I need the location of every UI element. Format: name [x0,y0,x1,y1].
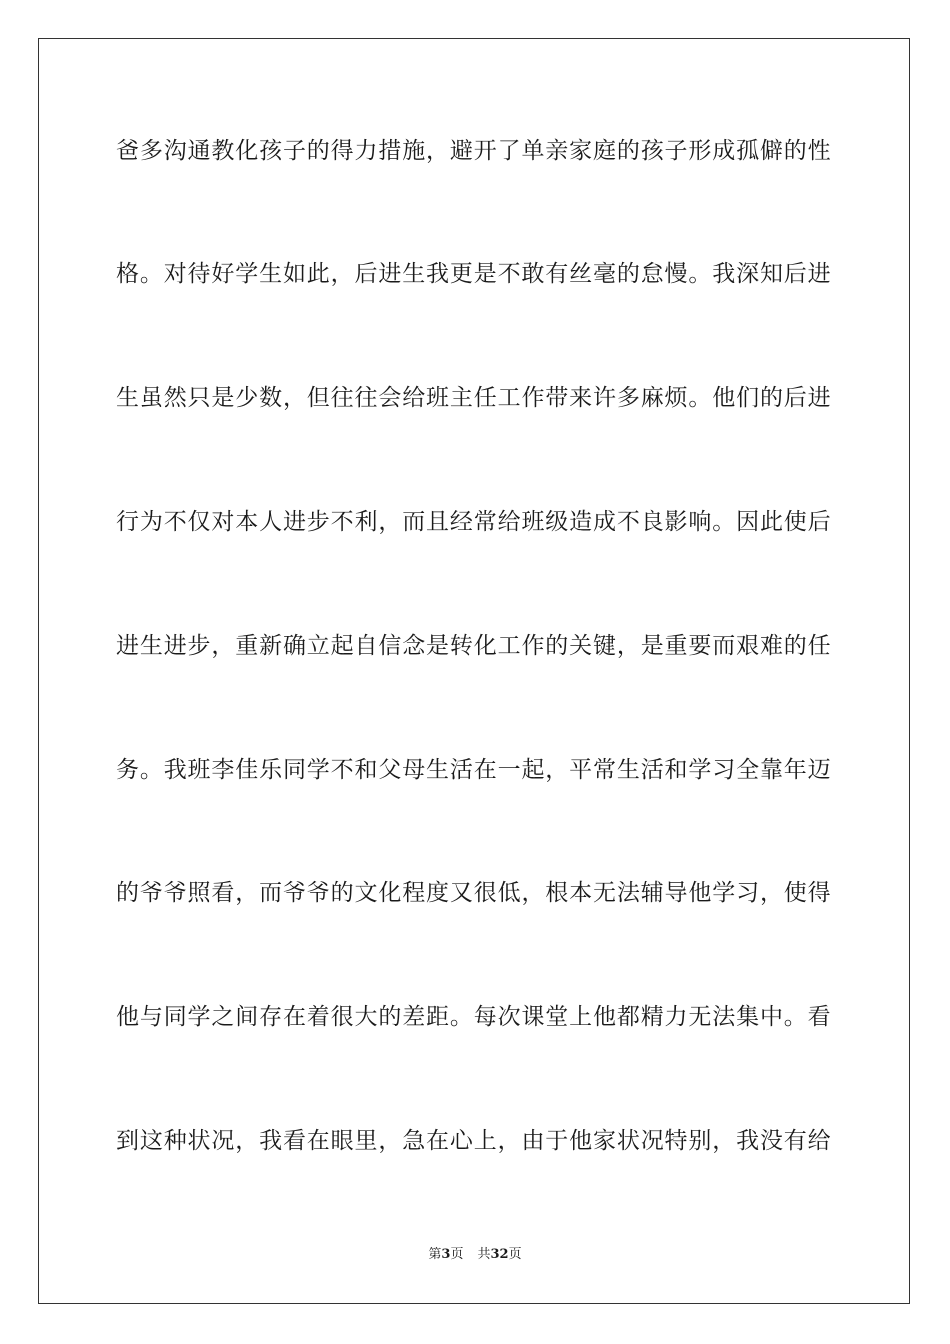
total-prefix: 共 [477,1247,491,1262]
text-line-5: 进生进步，重新确立起自信念是转化工作的关键，是重要而艰难的任 [116,633,832,659]
page-suffix: 页 [450,1247,464,1262]
text-line-4: 行为不仅对本人进步不利，而且经常给班级造成不良影响。因此使后 [116,509,832,535]
text-line-7: 的爷爷照看，而爷爷的文化程度又很低，根本无法辅导他学习，使得 [116,880,832,906]
page-border [38,38,910,1304]
text-line-9: 到这种状况，我看在眼里，急在心上，由于他家状况特别，我没有给 [116,1128,832,1154]
text-line-6: 务。我班李佳乐同学不和父母生活在一起，平常生活和学习全靠年迈 [116,757,832,783]
text-line-8: 他与同学之间存在着很大的差距。每次课堂上他都精力无法集中。看 [116,1004,832,1030]
total-suffix: 页 [508,1247,522,1262]
text-line-1: 爸多沟通教化孩子的得力措施，避开了单亲家庭的孩子形成孤僻的性 [116,138,832,164]
page-prefix: 第 [428,1247,442,1262]
page-footer [0,1246,950,1264]
page-number: 3 [441,1247,451,1262]
text-line-3: 生虽然只是少数，但往往会给班主任工作带来许多麻烦。他们的后进 [116,385,832,411]
text-line-2: 格。对待好学生如此，后进生我更是不敢有丝毫的怠慢。我深知后进 [116,261,832,287]
total-pages: 32 [490,1247,509,1262]
